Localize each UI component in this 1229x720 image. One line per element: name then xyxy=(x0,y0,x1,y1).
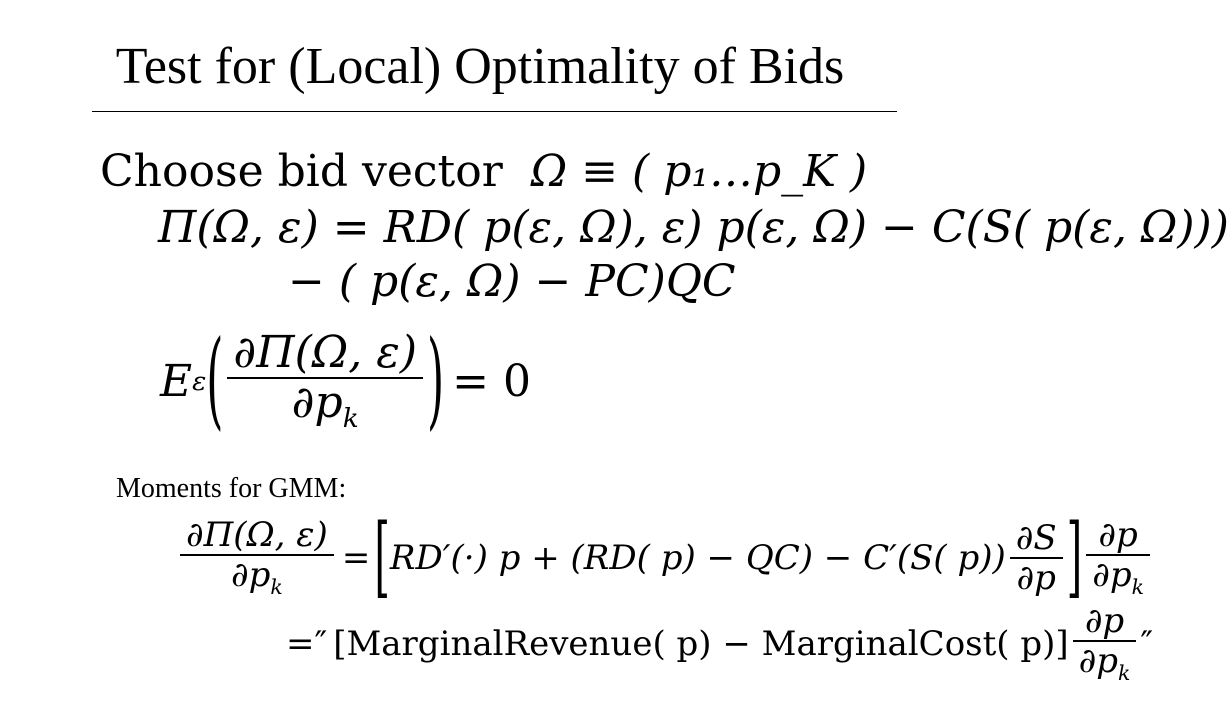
dS-fraction xyxy=(1010,519,1063,597)
profit-cont: − ( p(ε, Ω) − PC)QC xyxy=(288,256,736,307)
approx-close-quote: ″ xyxy=(1140,624,1154,664)
title-divider xyxy=(92,111,897,112)
dS-denominator: ∂p xyxy=(1016,558,1056,598)
choose-bid-line xyxy=(100,146,868,197)
left-paren: ( xyxy=(206,319,224,442)
approx-right-bracket: ] xyxy=(1055,624,1069,664)
gradient-equation xyxy=(176,507,1154,609)
profit-continuation xyxy=(288,256,736,307)
dp-denominator: $\partial p_k$ xyxy=(1092,555,1144,600)
grad-numerator: ∂Π(Ω, ε) xyxy=(186,515,328,556)
grad-denominator: $\partial p_k$ xyxy=(231,555,283,600)
profit-rhs: RD( p(ε, Ω), ε) p(ε, Ω) − C(S( p(ε, Ω))) xyxy=(383,202,1229,253)
approx-dp-denominator: $\partial p_k$ xyxy=(1078,641,1131,686)
approx-left-bracket: [ xyxy=(333,624,347,664)
foc-expect: E xyxy=(160,356,193,407)
approx-dp-fraction xyxy=(1073,602,1137,685)
profit-equation xyxy=(158,202,1229,253)
dS-numerator: ∂S xyxy=(1015,518,1057,558)
approx-equation xyxy=(286,601,1154,686)
grad-fraction xyxy=(180,516,334,599)
foc-fraction xyxy=(227,329,423,434)
foc-rhs: = 0 xyxy=(452,356,532,407)
dp-numerator: ∂p xyxy=(1098,515,1138,556)
moments-label: Moments for GMM: xyxy=(116,473,347,504)
profit-lhs: Π(Ω, ε) = xyxy=(158,202,384,253)
grad-bracket-content: RD′(·) p + (RD( p) − QC) − C′(S( p)) xyxy=(389,538,1006,578)
approx-equals: =″ xyxy=(286,624,328,664)
left-bracket: [ xyxy=(374,507,390,609)
dp-fraction xyxy=(1086,516,1150,599)
foc-equation xyxy=(160,319,532,442)
slide-title: Test for (Local) Optimality of Bids xyxy=(115,38,845,95)
foc-expect-sub: ε xyxy=(192,365,207,397)
choose-text: Choose bid vector xyxy=(100,146,503,197)
approx-dp-numerator: ∂p xyxy=(1084,601,1125,642)
foc-numerator: ∂Π(Ω, ε) xyxy=(233,327,417,379)
foc-denominator: $\partial p_k$ xyxy=(291,377,359,435)
approx-bracket-content: MarginalRevenue( p) − MarginalCost( p) xyxy=(346,624,1056,664)
grad-equals: = xyxy=(341,538,371,578)
choose-vector: Ω ≡ ( p₁…p_K ) xyxy=(530,146,868,197)
right-bracket: ] xyxy=(1066,507,1083,609)
right-paren: ) xyxy=(427,319,445,442)
